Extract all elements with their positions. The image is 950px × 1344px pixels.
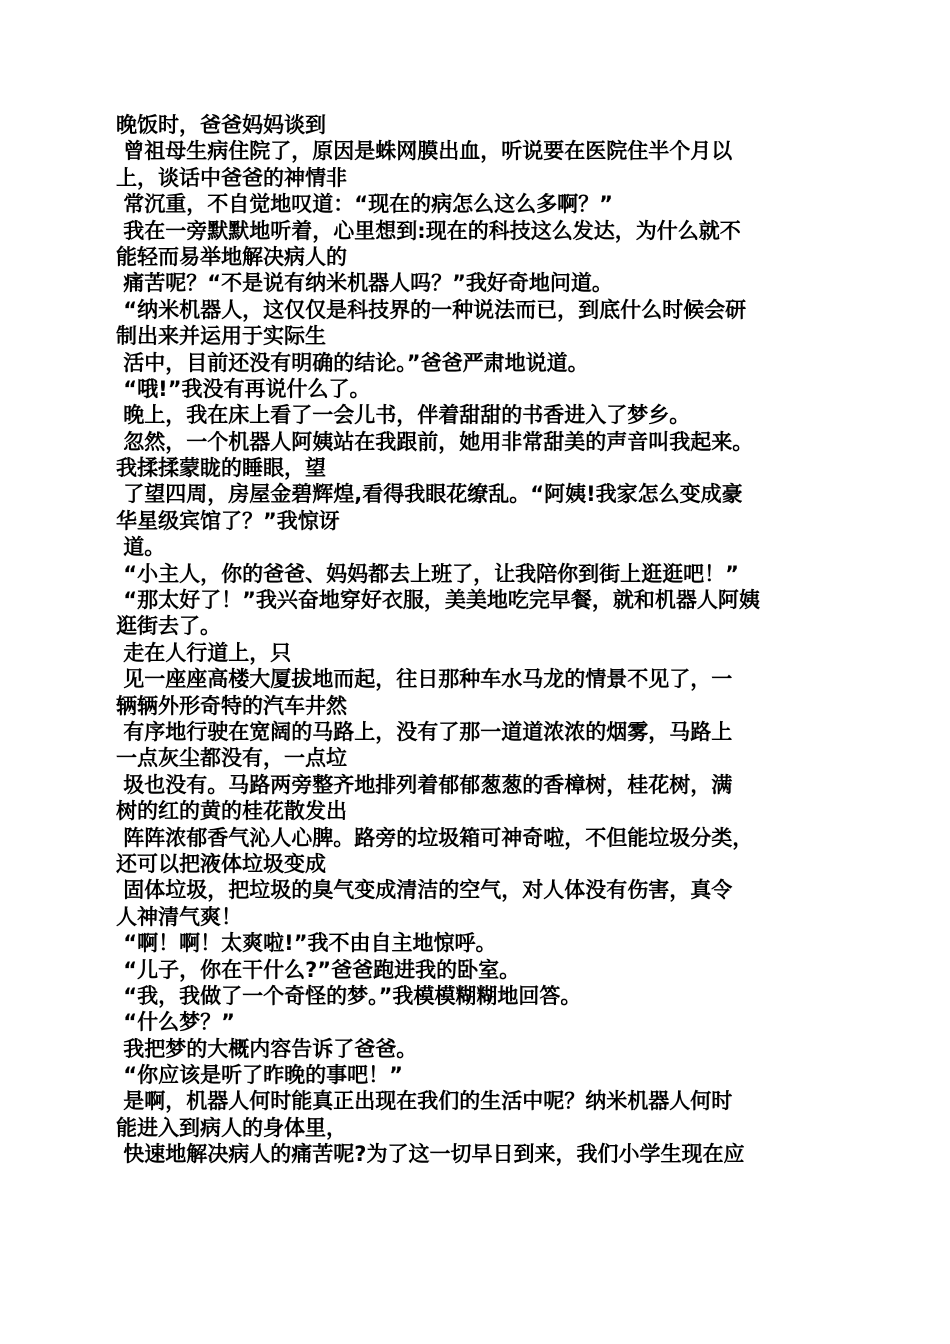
text-line: 能进入到病人的身体里， [116,1115,347,1140]
text-line: 晚饭时，爸爸妈妈谈到 [116,113,326,137]
text-line: 道。 [116,535,166,560]
document-body [116,112,838,1168]
text-line: “那太好了！”我兴奋地穿好衣服，美美地吃完早餐，就和机器人阿姨 [116,588,760,613]
text-line: 一点灰尘都没有，一点垃 [116,746,347,771]
text-line: “你应该是听了昨晚的事吧！” [116,1063,403,1088]
text-line: 我揉揉蒙眬的睡眼，望 [116,456,326,481]
text-line: “我，我做了一个奇怪的梦。”我模模糊糊地回答。 [116,983,582,1008]
text-line: 华星级宾馆了？”我惊讶 [116,508,340,533]
text-line: 逛街去了。 [116,614,221,639]
text-line: “什么梦？” [116,1010,235,1035]
text-line: 走在人行道上，只 [116,640,292,665]
text-line: 忽然，一个机器人阿姨站在我跟前，她用非常甜美的声音叫我起来。 [116,429,754,454]
text-line: 是啊，机器人何时能真正出现在我们的生活中呢？纳米机器人何时 [116,1089,733,1114]
text-line: 还可以把液体垃圾变成 [116,851,326,876]
text-line: “小主人，你的爸爸、妈妈都去上班了，让我陪你到街上逛逛吧！” [116,561,739,586]
text-line: “纳米机器人，这仅仅是科技界的一种说法而已，到底什么时候会研 [116,297,747,322]
text-line: 阵阵浓郁香气沁人心脾。路旁的垃圾箱可神奇啦，不但能垃圾分类， [116,825,754,850]
text-line: 常沉重，不自觉地叹道：“现在的病怎么这么多啊？” [116,192,613,217]
text-line: 晚上，我在床上看了一会儿书，伴着甜甜的书香进入了梦乡。 [116,403,691,428]
text-line: 了望四周，房屋金碧辉煌,看得我眼花缭乱。“阿姨!我家怎么变成豪 [116,482,743,507]
text-line: 能轻而易举地解决病人的 [116,244,347,269]
text-line: 痛苦呢？“不是说有纳米机器人吗？”我好奇地问道。 [116,271,613,296]
text-line: 圾也没有。马路两旁整齐地排列着郁郁葱葱的香樟树，桂花树，满 [116,772,733,797]
text-line: 人神清气爽！ [116,904,242,929]
text-line: 见一座座高楼大厦拔地而起，往日那种车水马龙的情景不见了，一 [116,667,733,692]
text-line: 上，谈话中爸爸的神情非 [116,165,347,190]
text-line: 固体垃圾，把垃圾的臭气变成清洁的空气，对人体没有伤害，真令 [116,878,733,903]
text-line: 我在一旁默默地听着，心里想到:现在的科技这么发达，为什么就不 [116,218,741,243]
text-line: 我把梦的大概内容告诉了爸爸。 [116,1036,418,1061]
text-line: 制出来并运用于实际生 [116,324,326,349]
text-line: “啊！啊！太爽啦!”我不由自主地惊呼。 [116,931,497,956]
text-line: 快速地解决病人的痛苦呢?为了这一切早日到来，我们小学生现在应 [116,1142,745,1167]
text-line: 曾祖母生病住院了，原因是蛛网膜出血，听说要在医院住半个月以 [116,139,733,164]
text-line: “哦!”我没有再说什么了。 [116,376,371,401]
text-line: 有序地行驶在宽阔的马路上，没有了那一道道浓浓的烟雾，马路上 [116,719,733,744]
text-line: 树的红的黄的桂花散发出 [116,799,347,824]
text-line: 活中，目前还没有明确的结论。”爸爸严肃地说道。 [116,350,589,375]
text-line: 辆辆外形奇特的汽车井然 [116,693,347,718]
text-line: “儿子，你在干什么?”爸爸跑进我的卧室。 [116,957,521,982]
